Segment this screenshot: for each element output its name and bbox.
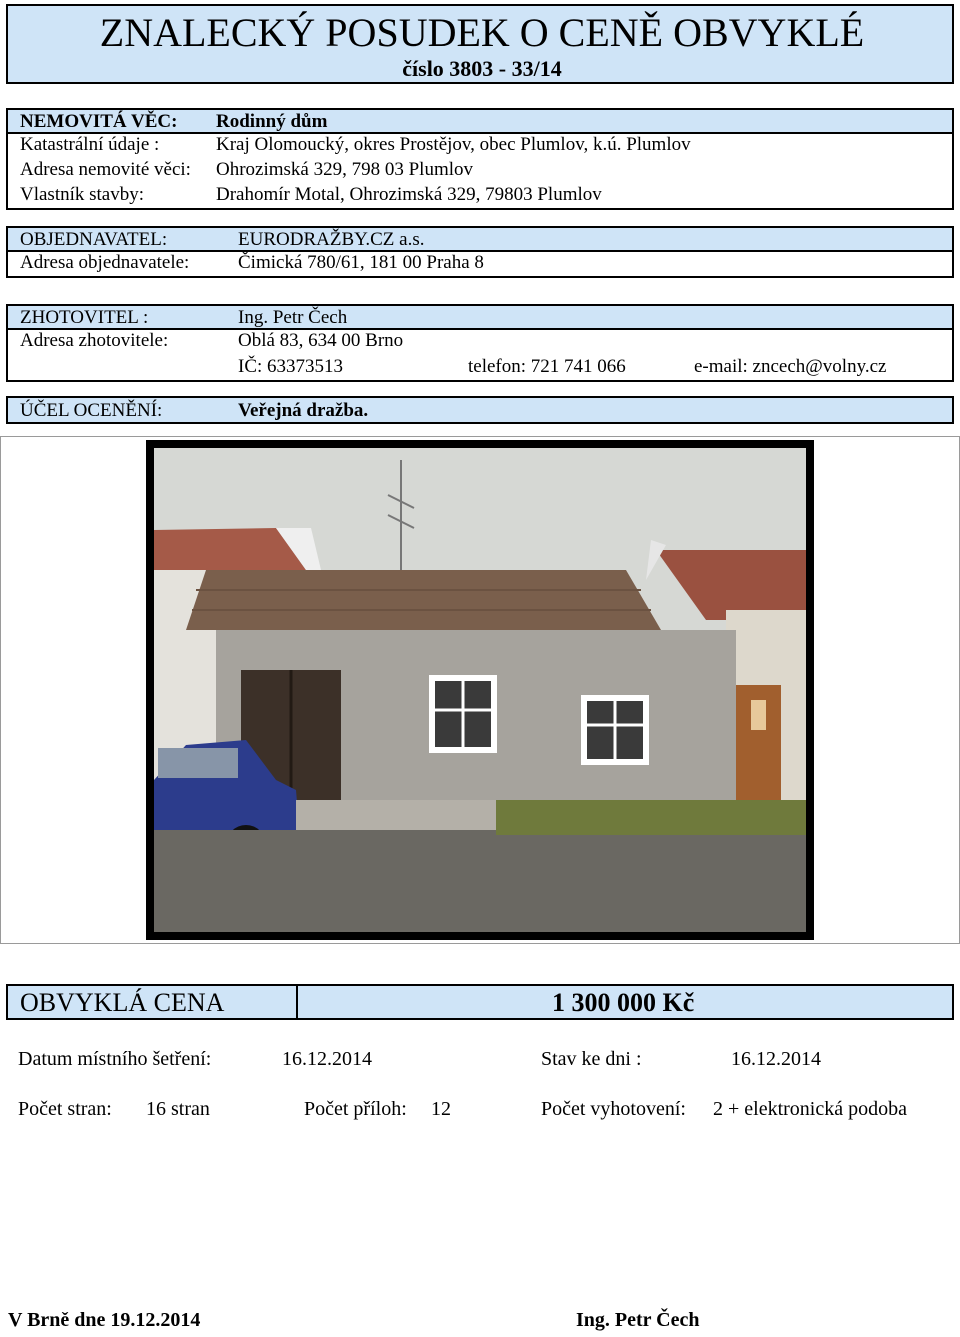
report-title: ZNALECKÝ POSUDEK O CENĚ OBVYKLÉ <box>99 10 865 55</box>
contractor-details <box>6 328 954 382</box>
property-type: Rodinný dům <box>216 111 328 132</box>
purpose-value: Veřejná dražba. <box>238 400 369 421</box>
place-and-date: V Brně dne 19.12.2014 <box>8 1309 201 1331</box>
attachments-value: 12 <box>431 1098 451 1120</box>
price-value: 1 300 000 Kč <box>552 988 695 1017</box>
house-photo <box>146 440 814 940</box>
owner-value: Drahomír Motal, Ohrozimská 329, 79803 Plumlov <box>216 184 602 205</box>
report-number: číslo 3803 - 33/14 <box>402 56 562 81</box>
contractor-ic: IČ: 63373513 <box>238 356 344 377</box>
report-header <box>6 4 954 84</box>
page-count-label: Počet stran: <box>18 1098 112 1120</box>
contractor-address-value: Oblá 83, 634 00 Brno <box>238 330 404 351</box>
house-photo-illustration <box>146 440 814 940</box>
cadastral-label: Katastrální údaje : <box>20 134 160 155</box>
client-header <box>6 226 954 252</box>
client-details <box>6 250 954 278</box>
client-label: OBJEDNAVATEL: <box>20 229 168 250</box>
purpose-row <box>6 396 954 424</box>
contractor-header <box>6 304 954 330</box>
client-address-label: Adresa objednavatele: <box>20 252 190 273</box>
property-label: NEMOVITÁ VĚC: <box>20 111 178 132</box>
state-date-value: 16.12.2014 <box>731 1048 821 1070</box>
copies-value: 2 + elektronická podoba <box>713 1098 907 1120</box>
inspection-date-value: 16.12.2014 <box>282 1048 372 1070</box>
contractor-address-label: Adresa zhotovitele: <box>20 330 169 351</box>
contractor-phone: telefon: 721 741 066 <box>468 356 626 377</box>
purpose-label: ÚČEL OCENĚNÍ: <box>20 400 163 421</box>
client-name: EURODRAŽBY.CZ a.s. <box>238 229 425 250</box>
price-divider <box>296 984 298 1020</box>
copies-label: Počet vyhotovení: <box>541 1098 686 1120</box>
property-address-label: Adresa nemovité věci: <box>20 159 191 180</box>
price-row <box>6 984 954 1020</box>
client-address-value: Čimická 780/61, 181 00 Praha 8 <box>238 252 484 273</box>
owner-label: Vlastník stavby: <box>20 184 145 205</box>
property-address-value: Ohrozimská 329, 798 03 Plumlov <box>216 159 474 180</box>
cadastral-value: Kraj Olomoucký, okres Prostějov, obec Plumlov, k.ú. Plumlov <box>216 134 691 155</box>
signature-name: Ing. Petr Čech <box>576 1309 700 1331</box>
contractor-name: Ing. Petr Čech <box>238 307 348 328</box>
contractor-email: e-mail: zncech@volny.cz <box>694 356 887 377</box>
property-details <box>6 132 954 210</box>
attachments-label: Počet příloh: <box>304 1098 407 1120</box>
state-date-label: Stav ke dni : <box>541 1048 642 1070</box>
contractor-label: ZHOTOVITEL : <box>20 307 149 328</box>
property-header <box>6 108 954 134</box>
price-label: OBVYKLÁ CENA <box>20 988 225 1017</box>
page-count-value: 16 stran <box>146 1098 210 1120</box>
inspection-date-label: Datum místního šetření: <box>18 1048 212 1070</box>
